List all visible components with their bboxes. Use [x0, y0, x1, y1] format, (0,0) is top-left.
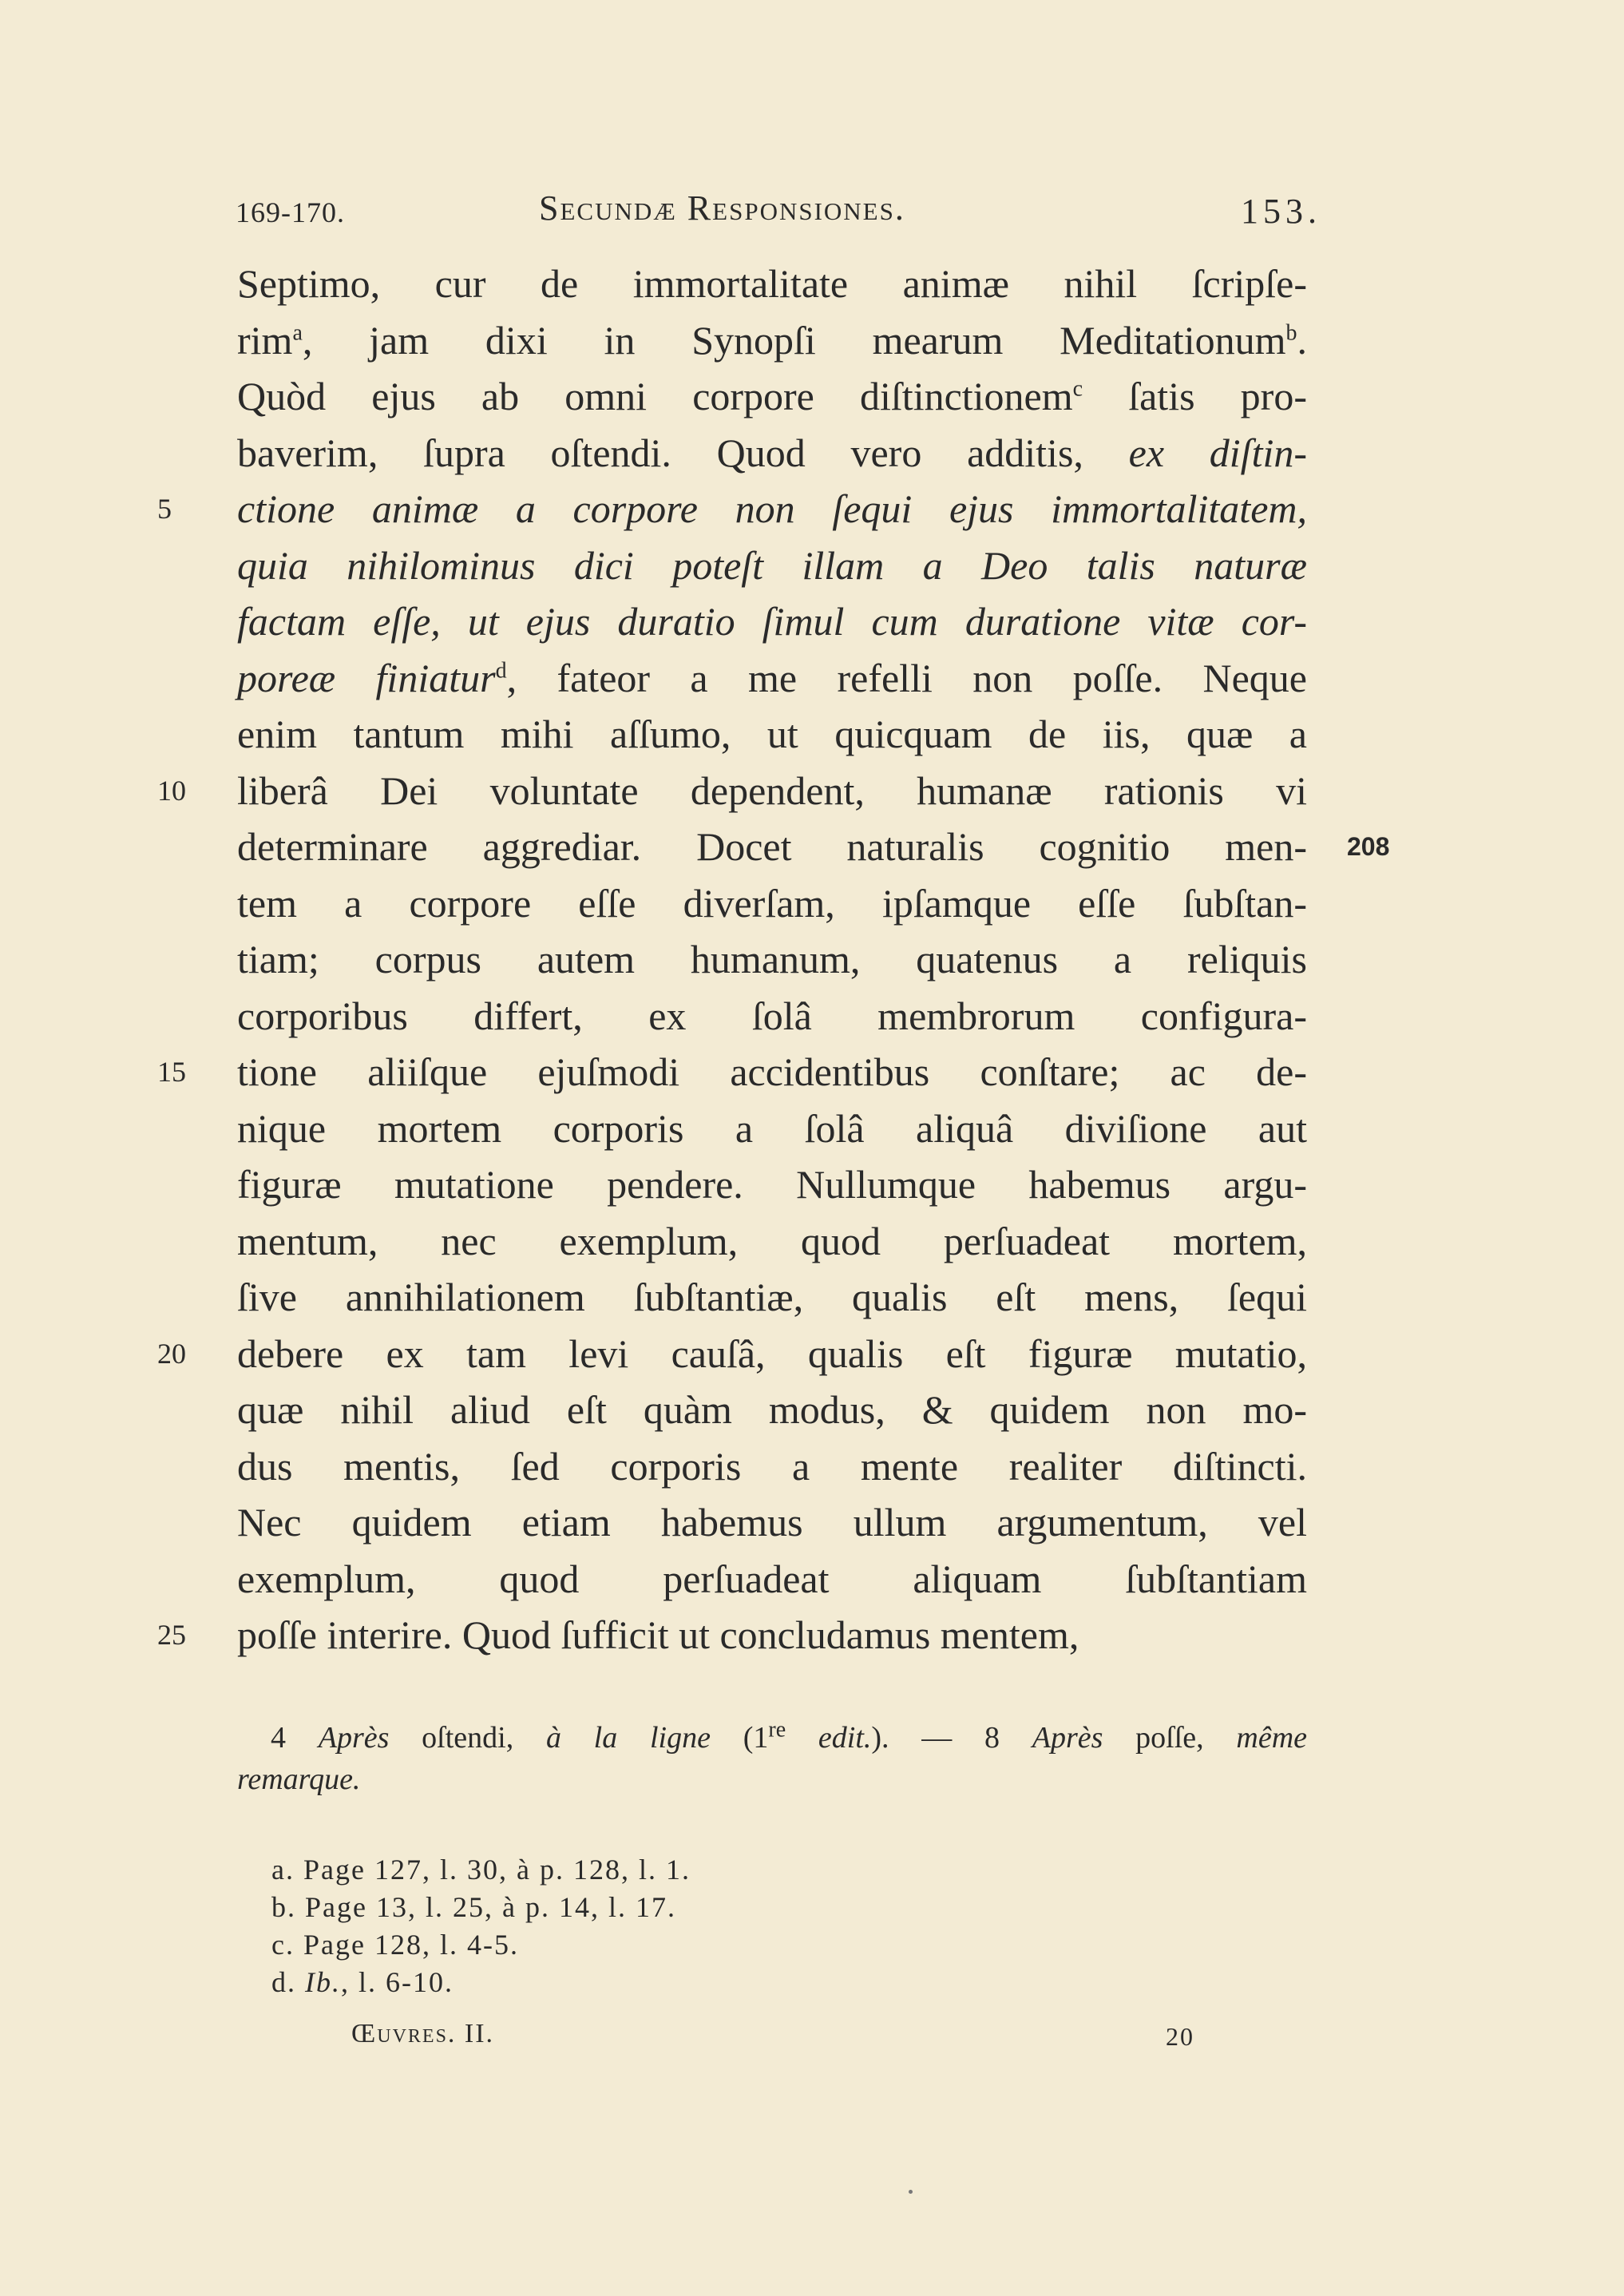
variant-line: [237, 1759, 1307, 1800]
footnote: c. Page 128, l. 4-5.: [271, 1929, 519, 1961]
text-line: [237, 875, 1307, 932]
header-title: Secundæ Responsiones.: [539, 188, 905, 228]
text-line: [237, 819, 1390, 875]
line-text: , fateor a me refelli non poſſe. Neque: [506, 655, 1307, 700]
text-line: [237, 650, 1307, 707]
text-line: [237, 1213, 1307, 1270]
footnote-text: , l. 6-10.: [341, 1966, 454, 1998]
text-line: [237, 256, 1307, 312]
header-page-range: 169-170.: [236, 196, 345, 228]
line-text: baverim, ſupra oſtendi. Quod vero additis,: [237, 430, 1129, 475]
footnote-ref: d: [495, 657, 507, 683]
text-line: [157, 481, 1307, 537]
text-line: [237, 988, 1307, 1045]
text-line: [237, 706, 1307, 763]
line-number: 20: [157, 1337, 186, 1370]
line-text: dus mentis, ſed corporis a mente realiter diſtincti.: [237, 1443, 1307, 1489]
main-text: [157, 256, 1390, 1664]
line-text: poſſe interire. Quod ſufficit ut concludamus mentem,: [237, 1612, 1079, 1657]
line-text: quia nihilominus dici poteſt illam a Deo talis naturæ: [237, 542, 1307, 588]
variant-text: 4: [271, 1721, 319, 1755]
footnote-ref: a: [292, 319, 303, 345]
line-text: Nec quidem etiam habemus ullum argumentum, vel: [237, 1500, 1307, 1545]
line-text: exemplum, quod perſuadeat aliquam ſubſtantiam: [237, 1556, 1307, 1601]
variant-readings: [237, 1717, 1307, 1800]
ink-speck: [909, 2190, 913, 2194]
footnote-ref: c: [1072, 376, 1083, 402]
text-line: [237, 1551, 1307, 1608]
variant-text: ). — 8: [871, 1721, 1032, 1755]
sheet-number: 20: [1166, 2022, 1194, 2051]
italic-text: ex diſtin-: [1128, 430, 1307, 475]
text-line: [237, 368, 1307, 425]
text-line: [237, 1494, 1307, 1551]
line-text: factam eſſe, ut ejus duratio ſimul cum duratione vitæ cor-: [237, 599, 1307, 644]
text-line: [237, 425, 1307, 482]
text-line: [157, 763, 1307, 819]
line-text: tiam; corpus autem humanum, quatenus a reliquis: [237, 937, 1307, 981]
line-number: 25: [157, 1619, 186, 1651]
line-text: ſive annihilationem ſubſtantiæ, qualis eſt mens, ſequi: [237, 1275, 1307, 1319]
variant-italic: Après: [318, 1721, 390, 1755]
line-text: nique mortem corporis a ſolâ aliquâ diviſione aut: [237, 1105, 1307, 1151]
line-text: Quòd ejus ab omni corpore diſtinctionem: [237, 374, 1073, 418]
variant-text: oſtendi,: [389, 1721, 546, 1755]
line-number: 15: [157, 1056, 186, 1088]
line-text: mentum, nec exemplum, quod perſuadeat mortem,: [237, 1218, 1307, 1263]
footnote-text: d.: [271, 1966, 305, 1998]
variant-italic: edit.: [818, 1721, 872, 1755]
text-line: [157, 1044, 1307, 1100]
text-line: [237, 1438, 1307, 1495]
line-text: corporibus differt, ex ſolâ membrorum configura-: [237, 993, 1307, 1038]
text-line: [237, 931, 1307, 988]
line-text: .: [1297, 317, 1307, 363]
margin-page-ref: 208: [1347, 832, 1390, 861]
line-text: Septimo, cur de immortalitate animæ nihil ſcripſe-: [237, 261, 1307, 306]
variant-italic: même: [1236, 1721, 1308, 1755]
text-line: [237, 1100, 1307, 1157]
running-header: [236, 188, 1321, 236]
variant-sup: re: [768, 1717, 786, 1743]
signature-mark: Œuvres. II.: [351, 2019, 495, 2048]
variant-text: (1: [710, 1721, 769, 1755]
footnotes: [271, 1851, 691, 2001]
text-line: [237, 1156, 1307, 1213]
italic-text: poreæ finiatur: [237, 655, 496, 700]
header-page-number: 153.: [1241, 192, 1321, 231]
text-line: [157, 1326, 1307, 1382]
variant-text: [786, 1721, 818, 1755]
text-line: [237, 1269, 1307, 1326]
line-number: 5: [157, 493, 172, 525]
line-text: , jam dixi in Synopſi mearum Meditationum: [302, 317, 1286, 363]
line-text: liberâ Dei voluntate dependent, humanæ rationis vi: [237, 767, 1307, 813]
variant-italic: à la ligne: [545, 1721, 711, 1755]
line-text: determinare aggrediar. Docet naturalis cognitio men-: [237, 824, 1307, 869]
line-text: quæ nihil aliud eſt quàm modus, & quidem non mo-: [237, 1387, 1307, 1432]
footnote: a. Page 127, l. 30, à p. 128, l. 1.: [271, 1854, 691, 1886]
line-text: ctione animæ a corpore non ſequi ejus immortalitatem,: [237, 486, 1307, 531]
line-text: enim tantum mihi aſſumo, ut quicquam de iis, quæ a: [237, 712, 1307, 756]
text-line: [237, 1382, 1307, 1438]
text-line: [237, 312, 1307, 369]
line-text: figuræ mutatione pendere. Nullumque habemus argu-: [237, 1162, 1307, 1207]
line-text: debere ex tam levi cauſâ, qualis eſt figuræ mutatio,: [237, 1330, 1307, 1376]
line-text: rim: [237, 317, 293, 363]
variant-line: [237, 1717, 1307, 1759]
variant-text: poſſe,: [1103, 1721, 1237, 1755]
line-text: tem a corpore eſſe diverſam, ipſamque eſſe ſubſtan-: [237, 880, 1307, 926]
text-line: [157, 1607, 1307, 1664]
text-line: [237, 593, 1307, 650]
footnote-ref: b: [1285, 319, 1297, 345]
line-text: tione aliiſque ejuſmodi accidentibus conſtare; ac de-: [237, 1049, 1307, 1094]
variant-italic: remarque.: [237, 1763, 361, 1796]
line-number: 10: [157, 774, 186, 807]
text-line: [237, 537, 1307, 594]
variant-italic: Après: [1032, 1721, 1103, 1755]
footnote: b. Page 13, l. 25, à p. 14, l. 17.: [271, 1891, 676, 1923]
line-text: ſatis pro-: [1083, 374, 1307, 418]
footnote: [271, 1964, 691, 2001]
footnote-italic: Ib.: [305, 1966, 341, 1998]
